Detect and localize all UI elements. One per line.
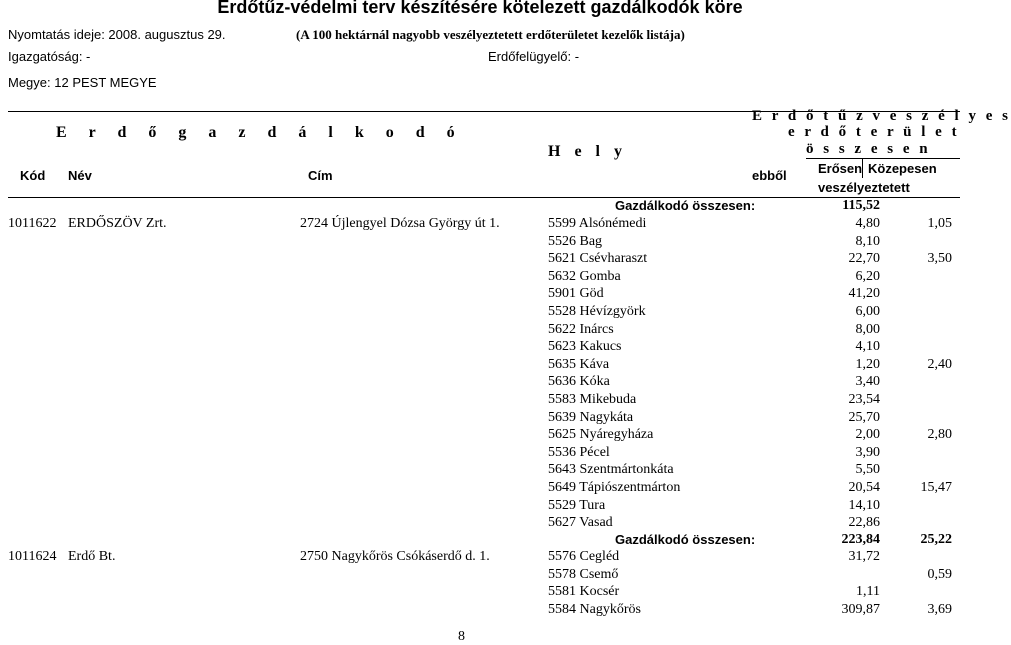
subtotal-row: Gazdálkodó összesen: 223,84 25,22 (615, 532, 952, 547)
forest-officer: Erdőfelügyelő: - (488, 49, 580, 64)
table-row: 5536 Pécel 3,90 (548, 444, 880, 460)
header-address: Cím (308, 168, 333, 183)
header-of-which: ebből (752, 168, 787, 183)
header-area-line1: E r d ő t ű z v e s z é l y e s (752, 108, 1011, 124)
page-number: 8 (458, 629, 465, 644)
table-row: 5623 Kakucs 4,10 (548, 339, 880, 355)
header-name: Név (68, 168, 92, 183)
table-row: 5526 Bag 8,10 (548, 233, 880, 249)
subtotal-row: Gazdálkodó összesen: 115,52 (615, 198, 880, 213)
header-area-line3: ö s s z e s e n (806, 141, 931, 157)
header-medium: Közepesen (868, 161, 937, 176)
table-row: 5636 Kóka 3,40 (548, 374, 880, 390)
header-group-place: H e l y (548, 143, 627, 160)
header-area-line2: e r d ő t e r ü l e t (788, 124, 960, 140)
table-row: 1011622 ERDŐSZÖV Zrt. 2724 Újlengyel Dózsa György út 1. 5599 Alsónémedi 4,80 1,05 (8, 216, 952, 231)
table-row: 1011624 Erdő Bt. 2750 Nagykőrös Csókáserdő d. 1. 5576 Cegléd 31,72 (8, 549, 880, 564)
header-area-rule (806, 158, 960, 159)
county: Megye: 12 PEST MEGYE (8, 75, 157, 90)
table-row: 5632 Gomba 6,20 (548, 268, 880, 284)
table-row: 5578 Csemő 0,59 (548, 566, 952, 582)
header-strong-medium-divider (862, 158, 863, 178)
table-row: 5635 Káva 1,20 2,40 (548, 356, 952, 372)
print-date: Nyomtatás ideje: 2008. augusztus 29. (8, 27, 226, 42)
table-row: 5643 Szentmártonkáta 5,50 (548, 462, 880, 478)
directorate: Igazgatóság: - (8, 49, 91, 64)
table-row: 5627 Vasad 22,86 (548, 515, 880, 531)
header-code: Kód (20, 168, 46, 183)
header-strong: Erősen (818, 161, 863, 176)
table-row: 5584 Nagykőrös 309,87 3,69 (548, 601, 952, 617)
header-group-manager: E r d ő g a z d á l k o d ó (56, 124, 464, 141)
table-row: 5581 Kocsér 1,11 (548, 584, 880, 600)
table-row: 5583 Mikebuda 23,54 (548, 392, 880, 407)
table-row: 5528 Hévízgyörk 6,00 (548, 304, 880, 319)
header-top-rule (8, 111, 960, 112)
table-row: 5639 Nagykáta 25,70 (548, 409, 880, 425)
table-row: 5625 Nyáregyháza 2,00 2,80 (548, 427, 952, 443)
header-endangered: veszélyeztetett (818, 180, 910, 195)
table-row: 5622 Inárcs 8,00 (548, 321, 880, 337)
table-row: 5529 Tura 14,10 (548, 497, 880, 513)
document-subtitle: (A 100 hektárnál nagyobb veszélyeztetett erdőterületet kezelők listája) (296, 27, 685, 42)
table-row: 5649 Tápiószentmárton 20,54 15,47 (548, 480, 952, 495)
table-row: 5901 Göd 41,20 (548, 286, 880, 302)
document-title: Erdőtűz-védelmi terv készítésére kötelezett gazdálkodók köre (217, 0, 743, 17)
table-row: 5621 Csévharaszt 22,70 3,50 (548, 251, 952, 267)
